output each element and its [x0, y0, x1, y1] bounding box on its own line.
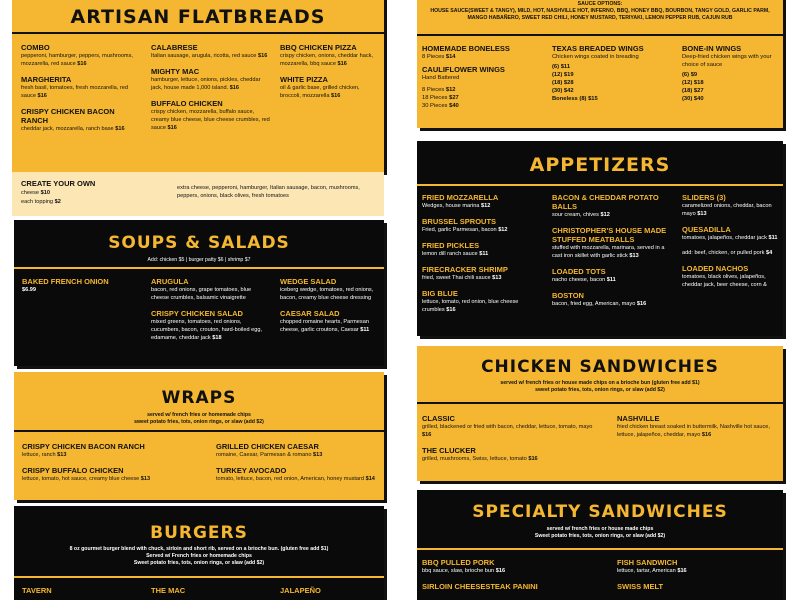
item-desc-text: stuffed with mozzarella, marinara, served in a cast iron skillet with garlic stick — [552, 245, 665, 259]
item-description — [22, 286, 132, 294]
divider — [417, 402, 783, 404]
create-your-own-section — [12, 172, 384, 216]
item-desc-text: lettuce, tomato, red onion, blue cheese crumbles — [422, 299, 519, 313]
item-price: $16 — [528, 456, 538, 462]
item-name: TEXAS BREADED WINGS — [552, 44, 644, 53]
item-description — [22, 451, 192, 459]
item-description — [422, 423, 597, 439]
item-name: FRIED MOZZARELLA — [422, 193, 499, 202]
item-name: BOSTON — [552, 291, 584, 300]
item-option: (12) $18 — [682, 80, 704, 86]
item-price: $13 — [140, 476, 151, 482]
item-desc-text: add: beef, chicken, or pulled pork — [682, 250, 765, 256]
item-desc-text: chopped romaine hearts, Parmesan cheese, garlic croutons, Caesar — [280, 319, 369, 333]
item-name: BBQ CHICKEN PIZZA — [280, 43, 357, 52]
item-description — [617, 567, 777, 575]
menu-column — [617, 414, 777, 446]
item-desc-text: Wedges, house marina — [422, 203, 480, 209]
item-name: CRISPY CHICKEN BACON RANCH — [22, 442, 145, 451]
item-option: (6) $11 — [552, 64, 571, 70]
item-price: $16 — [636, 301, 647, 307]
item-name: CAESAR SALAD — [280, 309, 340, 318]
item-name: BRUSSEL SPROUTS — [422, 217, 497, 226]
menu-column — [682, 193, 778, 296]
item-price: $13 — [492, 275, 502, 281]
menu-item — [422, 241, 540, 258]
item-price: $13 — [629, 253, 639, 259]
item-option: Boneless (8) $15 — [552, 96, 598, 102]
item-desc-text: Fried, garlic Parmesan, bacon — [422, 227, 497, 233]
divider — [417, 548, 783, 550]
flatbreads-section — [12, 0, 384, 172]
item-desc-text: mixed greens, tomatoes, red onions, cucumbers, bacon, crouton, hard-boiled egg, edamame, cheddar jack — [151, 319, 263, 341]
item-description — [21, 125, 141, 133]
item-description — [617, 423, 777, 439]
create-line-cheese: cheese $10 — [21, 190, 50, 196]
menu-item — [151, 99, 273, 132]
menu-item — [22, 442, 192, 459]
item-price: $12 — [600, 212, 610, 218]
section-title: WRAPS — [161, 388, 237, 408]
item-option: 8 Pieces $14 — [422, 54, 456, 60]
item-description — [22, 475, 192, 483]
item-price: $12 — [480, 203, 491, 209]
menu-item — [151, 43, 273, 60]
item-name: ARUGULA — [151, 277, 189, 286]
item-price: $4 — [765, 250, 773, 256]
item-desc-text: tomatoes, black olives, jalapeños, cheddar jack, beer cheese, corn & — [682, 274, 767, 288]
item-price: $16 — [167, 125, 177, 131]
item-name: MARGHERITA — [21, 75, 72, 84]
item-desc-text: pepperoni, hamburger, peppers, mushrooms, mozzarella, red sauce — [21, 53, 133, 67]
item-name: BBQ PULLED PORK — [422, 558, 495, 567]
section-title: SOUPS & SALADS — [108, 233, 290, 253]
appetizers-section — [417, 141, 783, 336]
item-option: (6) $9 — [682, 72, 698, 78]
menu-column — [617, 558, 777, 598]
item-name: BIG BLUE — [422, 289, 458, 298]
menu-item — [422, 558, 597, 575]
item-name: NASHVILLE — [617, 414, 660, 423]
item-name: LOADED NACHOS — [682, 264, 749, 273]
item-description — [216, 475, 381, 483]
item-name: WHITE PIZZA — [280, 75, 328, 84]
menu-item — [216, 442, 381, 459]
menu-item — [422, 446, 597, 463]
menu-column — [280, 43, 380, 107]
specialty-sandwiches-section — [417, 490, 783, 600]
item-description — [151, 286, 263, 302]
item-name: CRISPY CHICKEN BACON RANCH — [21, 107, 115, 125]
item-desc-text: tomatoes, jalapeños, cheddar jack — [682, 235, 767, 241]
item-name: THE CLUCKER — [422, 446, 476, 455]
item-desc-text: lettuce, tartar, American — [617, 568, 676, 574]
section-subtitle: served w/ french fries or homemade chips — [147, 412, 251, 418]
item-price: $16 — [446, 307, 456, 313]
item-desc-text: oil & garlic base, grilled chicken, broccoli, mozzarella — [280, 85, 360, 99]
item-description — [151, 108, 273, 132]
item-description — [552, 211, 674, 219]
menu-item — [552, 193, 674, 219]
menu-item — [151, 67, 273, 92]
item-price: $16 — [257, 53, 268, 59]
item-price: $16 — [331, 93, 341, 99]
item-name: FIRECRACKER SHRIMP — [422, 265, 508, 274]
item-desc-text: bacon, fried egg, American, mayo — [552, 301, 636, 307]
section-subtitle: Add: chicken $5 | burger patty $6 | shrimp $7 — [147, 257, 251, 263]
item-option: (18) $27 — [682, 88, 704, 94]
item-desc-text: fresh basil, tomatoes, fresh mozzarella, red sauce — [21, 85, 128, 99]
item-description — [682, 273, 778, 289]
menu-column — [151, 43, 273, 139]
menu-item — [682, 264, 778, 289]
menu-item — [22, 466, 192, 483]
item-description — [216, 451, 381, 459]
divider — [417, 34, 783, 36]
section-subtitle: served w/ french fries or house made chips on a brioche bun (gluten free add $1) — [500, 380, 700, 386]
section-title: SPECIALTY SANDWICHES — [472, 502, 728, 522]
item-desc-text: crispy chicken, mozzarella, buffalo sauce, creamy blue cheese, blue cheese crumbles, red sauce — [151, 109, 270, 131]
menu-column — [422, 558, 597, 598]
item-name: CHRISTOPHER'S HOUSE MADE STUFFED MEATBALLS — [552, 226, 667, 244]
menu-item — [280, 43, 380, 68]
item-desc: Hand Battered — [422, 75, 460, 81]
item-desc-text: lemon dill ranch sauce — [422, 251, 478, 257]
item-price: $13 — [57, 452, 67, 458]
item-description — [422, 567, 597, 575]
item-description — [552, 276, 674, 284]
wings-col-1 — [422, 44, 547, 117]
item-price: $12 — [498, 227, 508, 233]
item-name: WEDGE SALAD — [280, 277, 337, 286]
section-title: APPETIZERS — [529, 154, 671, 176]
menu-item — [552, 226, 674, 260]
menu-item — [21, 107, 141, 133]
menu-item — [617, 414, 777, 439]
menu-column — [216, 442, 381, 490]
item-price: $16 — [677, 568, 687, 574]
item-name: CREATE YOUR OWN — [21, 179, 96, 188]
section-subtitle-3: Sweet potato fries, tots, onion rings, or slaw (add $2) — [133, 560, 265, 566]
wings-section — [417, 0, 783, 128]
item-price: $16 — [37, 93, 47, 99]
item-desc-text: bbq sauce, slaw, brioche bun — [422, 568, 495, 574]
topping-list: extra cheese, pepperoni, hamburger, Italian sausage, bacon, mushrooms, peppers, onions, black olives, fresh tomatoes — [177, 185, 360, 199]
item-name: CAULIFLOWER WINGS — [422, 65, 505, 74]
menu-column — [422, 414, 597, 470]
menu-item — [422, 65, 547, 110]
item-name: JALAPEÑO — [280, 586, 321, 595]
divider — [14, 267, 384, 269]
divider — [417, 184, 783, 186]
item-desc-text: Italian sausage, arugula, ricotta, red sauce — [151, 53, 257, 59]
menu-item — [21, 75, 141, 100]
sauce-options-title: SAUCE OPTIONS: — [577, 1, 623, 7]
divider — [14, 430, 384, 432]
item-description — [422, 250, 540, 258]
item-price: $16 — [337, 61, 347, 67]
menu-item — [422, 193, 540, 210]
item-description — [682, 202, 778, 218]
item-description — [151, 52, 273, 60]
item-description — [422, 455, 597, 463]
section-subtitle-2: Sweet potato fries, tots, onion rings, or slaw (add $2) — [534, 533, 666, 539]
menu-column — [22, 442, 192, 490]
menu-item — [617, 558, 777, 575]
menu-column — [422, 193, 540, 321]
item-desc-text: lettuce, ranch — [22, 452, 56, 458]
item-price: $14 — [365, 476, 375, 482]
item-price: $16 — [422, 432, 432, 438]
item-name: LOADED TOTS — [552, 267, 606, 276]
item-desc-text: fried chicken breast soaked in buttermilk, Nashville hot sauce, lettuce, jalapeños, cheddar, mayo — [617, 424, 770, 438]
item-price: $16 — [77, 61, 87, 67]
menu-item — [280, 75, 380, 100]
item-name: CALABRESE — [151, 43, 198, 52]
item-desc-text: bacon, red onions, grape tomatoes, blue cheese crumbles, balsamic vinaigrette — [151, 287, 252, 301]
item-option: 8 Pieces $12 — [422, 87, 456, 93]
menu-item — [21, 43, 141, 68]
wings-col-2 — [552, 44, 672, 103]
item-price: $16 — [229, 85, 240, 91]
menu-item — [682, 249, 778, 257]
item-name: SWISS MELT — [617, 582, 664, 591]
item-name: FISH SANDWICH — [617, 558, 678, 567]
item-name: MIGHTY MAC — [151, 67, 200, 76]
section-subtitle: served w/ french fries or house made chips — [546, 526, 654, 532]
item-description — [422, 202, 540, 210]
item-desc-text: fried, sweet Thai chili sauce — [422, 275, 491, 281]
menu-item — [422, 414, 597, 439]
item-name: CRISPY CHICKEN SALAD — [151, 309, 243, 318]
item-description — [151, 318, 263, 342]
menu-item — [216, 466, 381, 483]
wraps-section — [14, 372, 384, 500]
item-desc-text: cheddar jack, mozzarella, ranch base — [21, 126, 114, 132]
item-description — [422, 298, 540, 314]
divider — [12, 32, 384, 34]
item-desc: Chicken wings coated in breading — [552, 54, 639, 60]
item-option: (18) $28 — [552, 80, 574, 86]
item-desc-text: romaine, Caesar, Parmesan & romano — [216, 452, 312, 458]
item-name: SIRLOIN CHEESESTEAK PANINI — [422, 582, 538, 591]
item-price: $13 — [697, 211, 707, 217]
item-price: $13 — [313, 452, 323, 458]
item-desc-text: nacho cheese, bacon — [552, 277, 606, 283]
item-desc-text: caramelized onions, cheddar, bacon mayo — [682, 203, 772, 217]
item-description — [682, 249, 778, 257]
item-desc-text: grilled, blackened or fried with bacon, cheddar, lettuce, tomato, mayo — [422, 424, 593, 430]
item-name: BUFFALO CHICKEN — [151, 99, 223, 108]
item-option: 30 Pieces $40 — [422, 103, 459, 109]
menu-item — [280, 277, 380, 302]
item-name: FRIED PICKLES — [422, 241, 480, 250]
item-price: $11 — [606, 277, 616, 283]
menu-item — [422, 44, 547, 61]
item-name: QUESADILLA — [682, 225, 731, 234]
item-option: 18 Pieces $27 — [422, 95, 459, 101]
section-subtitle-2: Served w/ French fries or homemade chips — [146, 553, 252, 559]
item-price: $11 — [768, 235, 778, 241]
divider — [14, 576, 384, 578]
menu-item — [422, 217, 540, 234]
menu-item — [422, 289, 540, 314]
item-desc-text: lettuce, tomato, hot sauce, creamy blue cheese — [22, 476, 140, 482]
item-price: $18 — [212, 335, 222, 341]
item-desc-text: iceberg wedge, tomatoes, red onions, bacon, creamy blue cheese dressing — [280, 287, 374, 301]
item-option: (12) $19 — [552, 72, 574, 78]
menu-column — [552, 193, 674, 315]
item-price: $16 — [495, 568, 506, 574]
item-description — [552, 300, 674, 308]
item-name: BONE-IN WINGS — [682, 44, 742, 53]
item-name: CRISPY BUFFALO CHICKEN — [22, 466, 124, 475]
item-price: $6.99 — [22, 287, 36, 293]
item-option: (30) $42 — [552, 88, 574, 94]
item-description — [280, 84, 380, 100]
item-desc: Deep-fried chicken wings with your choice of sauce — [682, 54, 772, 68]
item-description — [21, 52, 141, 68]
item-desc-text: tomato, lettuce, bacon, red onion, American, honey mustard — [216, 476, 365, 482]
burgers-section — [14, 506, 384, 600]
menu-item — [682, 225, 778, 242]
menu-column — [22, 277, 132, 301]
item-description — [280, 52, 380, 68]
item-description — [21, 84, 141, 100]
item-desc-text: sour cream, chives — [552, 212, 599, 218]
menu-item — [422, 582, 597, 591]
item-name: TAVERN — [22, 586, 52, 595]
item-price: $11 — [479, 251, 489, 257]
wings-col-3 — [682, 44, 778, 103]
menu-item — [617, 582, 777, 591]
item-desc-text: grilled, mushrooms, Swiss, lettuce, tomato — [422, 456, 527, 462]
menu-column — [21, 43, 141, 140]
menu-item — [151, 277, 263, 302]
section-subtitle-2: sweet potato fries, tots, onion rings, or slaw (add $2) — [535, 387, 665, 393]
item-name: THE MAC — [151, 586, 186, 595]
item-option: (30) $40 — [682, 96, 704, 102]
item-price: $16 — [701, 432, 712, 438]
item-description — [151, 76, 273, 92]
sauce-options-list: HOUSE SAUCE(SWEET & TANGY), MILD, HOT, NASHVILLE HOT, INFERNO, BBQ, HONEY BBQ, BOURBON, TANGY GOLD, GARLIC PARM, MANGO HABAÑERO, SWEET RED CHILI, HONEY MUSTARD, TERIYAKI, LEMON PEPPER RUB, CAJUN RUB — [430, 8, 770, 21]
create-line-topping: each topping $2 — [21, 199, 61, 205]
menu-column — [151, 277, 263, 349]
item-description — [280, 286, 380, 302]
item-description — [682, 234, 778, 242]
menu-item — [552, 267, 674, 284]
item-name: CLASSIC — [422, 414, 455, 423]
menu-item — [151, 309, 263, 342]
section-subtitle: 8 oz gourmet burger blend with chuck, sirloin and short rib, served on a brioche bun. (gluten free add $1) — [69, 546, 329, 552]
item-price: $11 — [360, 327, 370, 333]
menu-item — [552, 291, 674, 308]
item-desc-text: hamburger, lettuce, onions, pickles, cheddar jack, house made 1,000 island. — [151, 77, 261, 91]
menu-item — [22, 277, 132, 294]
item-description — [422, 274, 540, 282]
chicken-sandwiches-section — [417, 346, 783, 481]
item-name: BACON & CHEDDAR POTATO BALLS — [552, 193, 659, 211]
section-title: BURGERS — [150, 523, 248, 543]
menu-item — [422, 265, 540, 282]
item-description — [552, 244, 674, 260]
item-name: BAKED FRENCH ONION — [22, 277, 109, 286]
item-name: HOMEMADE BONELESS — [422, 44, 510, 53]
section-title: CHICKEN SANDWICHES — [481, 357, 719, 377]
item-name: GRILLED CHICKEN CAESAR — [216, 442, 319, 451]
menu-item — [280, 309, 380, 334]
item-price: $16 — [115, 126, 125, 132]
menu-item — [682, 193, 778, 218]
item-name: COMBO — [21, 43, 50, 52]
section-title: ARTISAN FLATBREADS — [70, 6, 326, 28]
item-name: TURKEY AVOCADO — [216, 466, 287, 475]
menu-column — [280, 277, 380, 341]
item-description — [280, 318, 380, 334]
item-description — [422, 226, 540, 234]
soups-salads-section — [14, 220, 384, 366]
item-name: SLIDERS (3) — [682, 193, 726, 202]
item-desc-text: crispy chicken, onions, cheddar hack, mozzarella, bbq sauce — [280, 53, 373, 67]
section-subtitle-2: sweet potato fries, tots, onion rings, or slaw (add $2) — [134, 419, 264, 425]
